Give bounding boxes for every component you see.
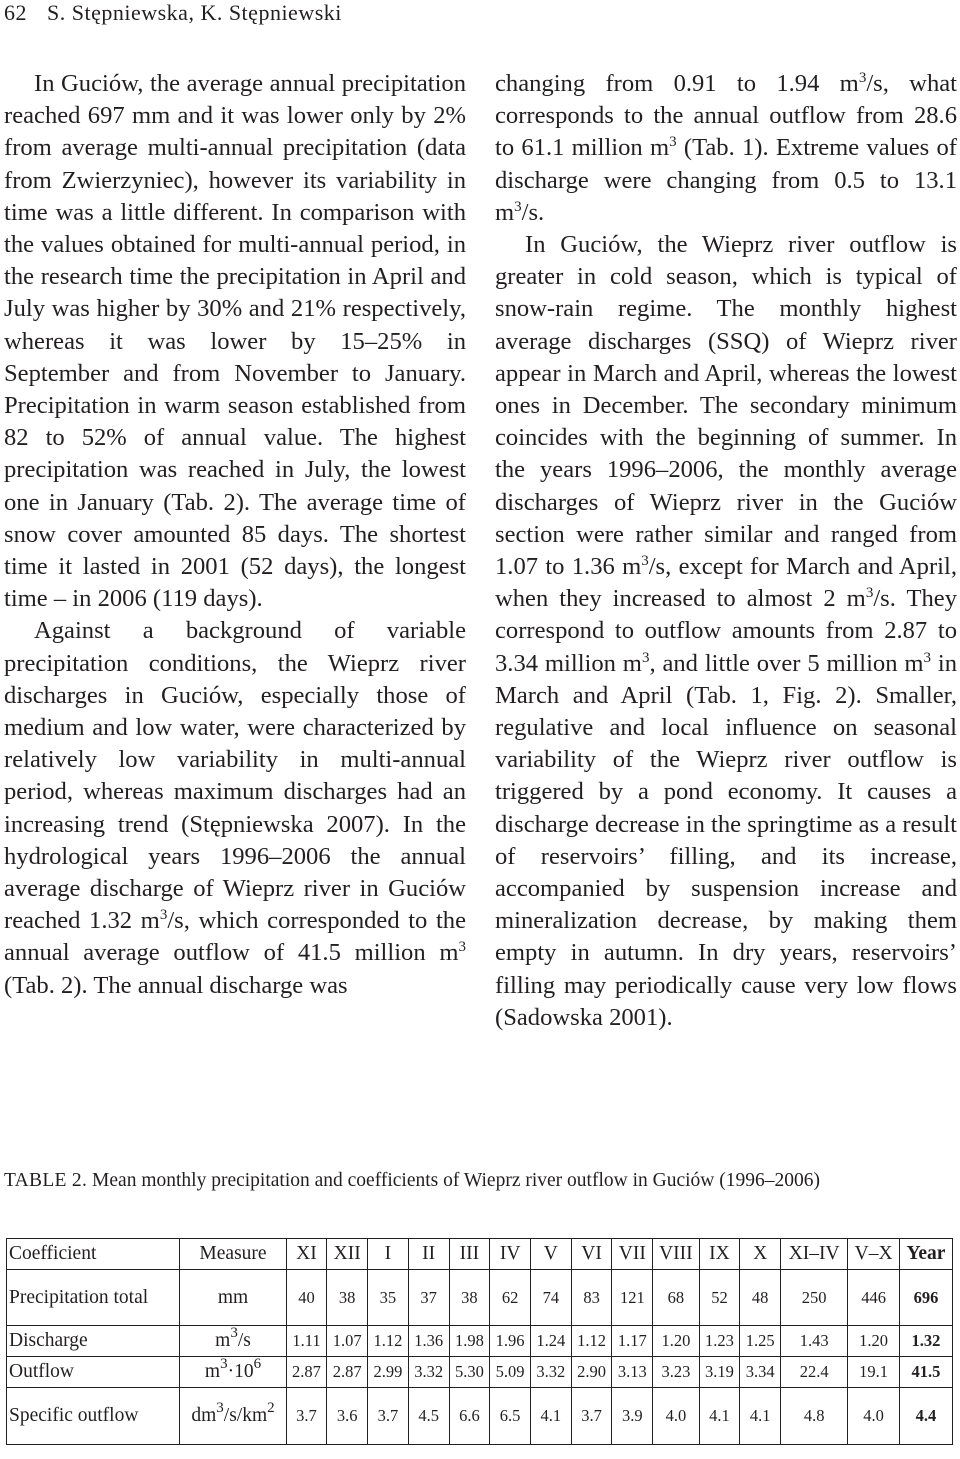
table-cell: 6.6 — [449, 1388, 490, 1445]
table-cell: 3.7 — [286, 1388, 327, 1445]
left-paragraph-2: Against a background of variable precipitation conditions, the Wieprz river discharges in Guciów, especially those of medium and low water, were characterized by relatively low variability in multi-annual period, whereas maximum discharges had an increasing trend (Stępniewska 2007). In the hydrological years 1996–2006 the annual average discharge of Wieprz river in Guciów reached 1.32 $m^3/s$, which corresponded to the annual average outflow of 41.5 million $m^3$ (Tab. 2). The annual discharge was — [4, 617, 466, 999]
table-cell: 2.87 — [286, 1357, 327, 1388]
table-cell: 52 — [699, 1270, 740, 1326]
table-cell: 1.96 — [490, 1326, 531, 1357]
table-cell: 4.0 — [848, 1388, 900, 1445]
table-cell: 35 — [368, 1270, 409, 1326]
table-cell: 3.23 — [653, 1357, 699, 1388]
precipitation-outflow-table — [6, 1238, 953, 1445]
header-cell-v: V — [530, 1239, 571, 1270]
header-cell-vi: VI — [571, 1239, 612, 1270]
table-cell: 1.12 — [571, 1326, 612, 1357]
table-cell: 1.17 — [612, 1326, 653, 1357]
header-cell-ix: IX — [699, 1239, 740, 1270]
table-cell: 19.1 — [848, 1357, 900, 1388]
row-measure: mm — [180, 1270, 286, 1326]
header-cell-measure: Measure — [180, 1239, 286, 1270]
table-cell: 38 — [327, 1270, 368, 1326]
table-cell: 22.4 — [781, 1357, 848, 1388]
header-cell-x: X — [740, 1239, 781, 1270]
table-cell: 446 — [848, 1270, 900, 1326]
table-cell: 74 — [530, 1270, 571, 1326]
header-cell-i: I — [368, 1239, 409, 1270]
table-cell: 3.19 — [699, 1357, 740, 1388]
table-cell: 68 — [653, 1270, 699, 1326]
table-cell: 4.1 — [740, 1388, 781, 1445]
table-cell: 3.7 — [368, 1388, 409, 1445]
table-cell: 1.98 — [449, 1326, 490, 1357]
table-header-row — [7, 1239, 953, 1270]
table-row — [7, 1388, 953, 1445]
running-header — [4, 0, 342, 26]
table-cell-year: 696 — [899, 1270, 952, 1326]
table-caption-id: TABLE 2. — [4, 1170, 88, 1191]
table-cell: 4.5 — [408, 1388, 449, 1445]
table-cell: 38 — [449, 1270, 490, 1326]
row-label-specific-outflow: Specific outflow — [7, 1388, 180, 1445]
table-cell: 1.25 — [740, 1326, 781, 1357]
header-cell-xii: XII — [327, 1239, 368, 1270]
table-cell: 1.24 — [530, 1326, 571, 1357]
right-column — [495, 68, 957, 1034]
table-cell: 1.23 — [699, 1326, 740, 1357]
header-cell-year: Year — [899, 1239, 952, 1270]
table-row — [7, 1326, 953, 1357]
right-paragraph-2: In Guciów, the Wieprz river outflow is greater in cold season, which is typical of snow-rain regime. The monthly highest average discharges (SSQ) of Wieprz river appear in March and April, whereas the lowest ones in December. The secondary minimum coincides with the beginning of summer. In the years 1996–2006, the monthly average discharges of Wieprz river in the Guciów section were rather similar and ranged from 1.07 to 1.36 $m^3/s$, except for March and April, when they increased to almost 2 $m^3/s$. They correspond to outflow amounts from 2.87 to 3.34 million $m^3$, and little over 5 million $m^3$ in March and April (Tab. 1, Fig. 2). Smaller, regulative and local influence on seasonal variability of the Wieprz river outflow is triggered by a pond economy. It causes a discharge decrease in the springtime as a result of reservoirs’ filling, and its increase, accompanied by suspension increase and mineralization decrease, by making them empty in autumn. In dry years, reservoirs’ filling may periodically cause very low flows (Sadowska 2001). — [495, 231, 958, 1031]
table-cell: 3.9 — [612, 1388, 653, 1445]
table-cell: 1.20 — [848, 1326, 900, 1357]
left-column — [4, 68, 466, 1002]
table-cell: 6.5 — [490, 1388, 531, 1445]
header-cell-vii: VII — [612, 1239, 653, 1270]
table-cell: 37 — [408, 1270, 449, 1326]
running-header-authors: S. Stępniewska, K. Stępniewski — [47, 0, 342, 25]
table-cell: 1.12 — [368, 1326, 409, 1357]
page-number: 62 — [4, 0, 27, 25]
header-cell-iii: III — [449, 1239, 490, 1270]
table-cell: 4.1 — [699, 1388, 740, 1445]
header-cell-viii: VIII — [653, 1239, 699, 1270]
table-cell: 250 — [781, 1270, 848, 1326]
header-cell-ii: II — [408, 1239, 449, 1270]
table-cell: 1.11 — [286, 1326, 327, 1357]
table-cell: 2.90 — [571, 1357, 612, 1388]
table-cell: 4.1 — [530, 1388, 571, 1445]
table-cell: 5.09 — [490, 1357, 531, 1388]
table-cell: 3.7 — [571, 1388, 612, 1445]
table-cell: 2.87 — [327, 1357, 368, 1388]
table-cell: 3.32 — [530, 1357, 571, 1388]
table-caption — [4, 1167, 956, 1195]
table-cell: 1.43 — [781, 1326, 848, 1357]
row-label-outflow: Outflow — [7, 1357, 180, 1388]
header-cell-coefficient: Coefficient — [7, 1239, 180, 1270]
table-row — [7, 1357, 953, 1388]
table-cell: 5.30 — [449, 1357, 490, 1388]
table-cell: 4.8 — [781, 1388, 848, 1445]
right-paragraph-1: changing from 0.91 to 1.94 $m^3/s$, what corresponds to the annual outflow from 28.6 to 61.1 million $m^3$ (Tab. 1). Extreme values of discharge were changing from 0.5 to 13.1 $m^3/s$. — [495, 70, 957, 226]
table-cell: 4.0 — [653, 1388, 699, 1445]
header-cell-v-x: V–X — [848, 1239, 900, 1270]
table-cell: 121 — [612, 1270, 653, 1326]
table-cell: 3.13 — [612, 1357, 653, 1388]
table-cell-year: 4.4 — [899, 1388, 952, 1445]
row-label-precipitation: Precipitation total — [7, 1270, 180, 1326]
header-cell-xi: XI — [286, 1239, 327, 1270]
row-measure: $m^3\cdot 10^6$ — [180, 1357, 286, 1388]
row-label-discharge: Discharge — [7, 1326, 180, 1357]
table-caption-text: Mean monthly precipitation and coefficients of Wieprz river outflow in Guciów (1996–2006) — [92, 1170, 820, 1191]
header-cell-xi-iv: XI–IV — [781, 1239, 848, 1270]
table-cell-year: 1.32 — [899, 1326, 952, 1357]
table-row — [7, 1270, 953, 1326]
table-cell: 83 — [571, 1270, 612, 1326]
table-cell: 1.36 — [408, 1326, 449, 1357]
header-cell-iv: IV — [490, 1239, 531, 1270]
row-measure: $m^3/s$ — [180, 1326, 286, 1357]
table-cell: 48 — [740, 1270, 781, 1326]
table-cell: 3.34 — [740, 1357, 781, 1388]
table-cell: 40 — [286, 1270, 327, 1326]
row-measure: $dm^3/s/km^2$ — [180, 1388, 286, 1445]
table-cell: 3.6 — [327, 1388, 368, 1445]
table-cell-year: 41.5 — [899, 1357, 952, 1388]
left-paragraph-1: In Guciów, the average annual precipitation reached 697 mm and it was lower only by 2% from average multi-annual precipitation (data from Zwierzyniec), however its variability in time was a little different. In comparison with the values obtained for multi-annual period, in the research time the precipitation in April and July was higher by 30% and 21% respectively, whereas it was lower by 15–25% in September and from November to January. Precipitation in warm season established from 82 to 52% of annual value. The highest precipitation was reached in July, the lowest one in January (Tab. 2). The average time of snow cover amounted 85 days. The shortest time it lasted in 2001 (52 days), the longest time – in 2006 (119 days). — [4, 70, 466, 613]
table-cell: 3.32 — [408, 1357, 449, 1388]
table-cell: 1.20 — [653, 1326, 699, 1357]
table-cell: 1.07 — [327, 1326, 368, 1357]
table-cell: 2.99 — [368, 1357, 409, 1388]
table-cell: 62 — [490, 1270, 531, 1326]
